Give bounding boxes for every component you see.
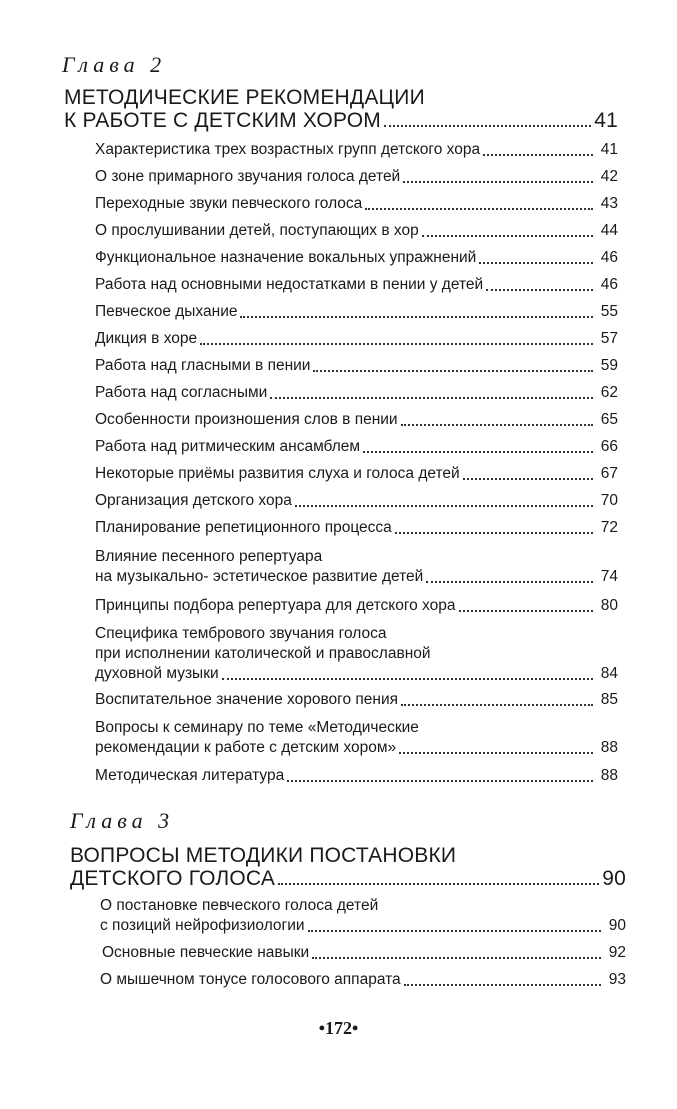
- toc-entry-text: Основные певческие навыки: [102, 944, 310, 961]
- toc-entry-text: Особенности произношения слов в пении: [95, 411, 398, 428]
- toc-entry-page: 72: [600, 519, 618, 536]
- toc-entry-text-line2: с позиций нейрофизиологии: [100, 917, 305, 934]
- chapter-3-title-page: 90: [602, 867, 626, 890]
- toc-entry-text: Принципы подбора репертуара для детского хора: [95, 597, 456, 614]
- toc-entry-text-line1: Вопросы к семинару по теме «Методические: [95, 719, 419, 736]
- leader-dots: [287, 780, 593, 782]
- chapter-2-title-line2-text: К РАБОТЕ С ДЕТСКИМ ХОРОМ: [64, 109, 381, 132]
- toc-entry[interactable]: [95, 437, 618, 457]
- leader-dots: [313, 370, 593, 372]
- leader-dots: [240, 316, 593, 318]
- leader-dots: [403, 181, 593, 183]
- toc-entry-page: 67: [600, 465, 618, 482]
- toc-entry-page: 46: [600, 249, 618, 266]
- leader-dots: [463, 478, 593, 480]
- toc-entry-page: 74: [600, 568, 618, 585]
- toc-entry-last-line: [100, 916, 626, 936]
- page-number: •172•: [318, 1018, 359, 1038]
- toc-entry-page: 62: [600, 384, 618, 401]
- leader-dots: [365, 208, 593, 210]
- toc-entry-text: Работа над основными недостатками в пении у детей: [95, 276, 484, 293]
- toc-entry-page: 85: [600, 691, 618, 708]
- toc-entry-text: О зоне примарного звучания голоса детей: [95, 168, 401, 185]
- toc-entry-page: 46: [600, 276, 618, 293]
- toc-entry-page: 59: [600, 357, 618, 374]
- toc-entry[interactable]: [95, 383, 618, 403]
- chapter-2-title-line1: МЕТОДИЧЕСКИЕ РЕКОМЕНДАЦИИ: [64, 86, 425, 109]
- toc-entry-text-line2: рекомендации к работе с детским хором»: [95, 739, 397, 756]
- toc-entry-text: О мышечном тонусе голосового аппарата: [100, 971, 401, 988]
- toc-entry[interactable]: [95, 275, 618, 295]
- leader-dots: [426, 581, 593, 583]
- chapter-2-title: [64, 86, 618, 132]
- toc-entry-text: Характеристика трех возрастных групп детского хора: [95, 141, 481, 158]
- toc-entry-text: Работа над ритмическим ансамблем: [95, 438, 361, 455]
- toc-entry-page: 65: [600, 411, 618, 428]
- toc-entry-text-line1: О постановке певческого голоса детей: [100, 897, 379, 914]
- toc-entry-multiline[interactable]: [95, 718, 618, 758]
- toc-entry-text: Организация детского хора: [95, 492, 292, 509]
- toc-entry-text: Переходные звуки певческого голоса: [95, 195, 363, 212]
- toc-entry-text-line3: духовной музыки: [95, 665, 219, 682]
- toc-entry-text: Работа над гласными в пении: [95, 357, 311, 374]
- toc-entry-page: 84: [600, 665, 618, 682]
- toc-entry[interactable]: [100, 970, 626, 990]
- chapter-2-title-page: 41: [594, 109, 618, 132]
- leader-dots: [312, 957, 601, 959]
- toc-entry-page: 90: [608, 917, 626, 934]
- leader-dots: [295, 505, 593, 507]
- toc-entry-page: 55: [600, 303, 618, 320]
- toc-entry-page: 88: [600, 767, 618, 784]
- toc-entry-text: Планирование репетиционного процесса: [95, 519, 392, 536]
- toc-entry-multiline[interactable]: [95, 547, 618, 587]
- toc-entry[interactable]: [95, 302, 618, 322]
- toc-entry-text-line2: при исполнении католической и православной: [95, 645, 431, 662]
- leader-dots: [404, 984, 601, 986]
- toc-entry[interactable]: [102, 943, 626, 963]
- toc-entry-page: 57: [600, 330, 618, 347]
- toc-entry[interactable]: [95, 248, 618, 268]
- chapter-2-label: Глава 2: [62, 52, 167, 77]
- toc-entry[interactable]: [95, 596, 618, 616]
- toc-entry-text-line2: на музыкально- эстетическое развитие детей: [95, 568, 424, 585]
- leader-dots: [270, 397, 593, 399]
- leader-dots: [459, 610, 593, 612]
- toc-entry-page: 43: [600, 195, 618, 212]
- toc-entry-text: О прослушивании детей, поступающих в хор: [95, 222, 419, 239]
- toc-entry-page: 44: [600, 222, 618, 239]
- toc-entry-last-line: [95, 567, 618, 587]
- toc-entry[interactable]: [95, 410, 618, 430]
- chapter-2-title-line2: [64, 109, 618, 132]
- toc-entry-page: 70: [600, 492, 618, 509]
- toc-entry-text: Воспитательное значение хорового пения: [95, 691, 398, 708]
- toc-entry[interactable]: [95, 356, 618, 376]
- toc-entry-text: Методическая литература: [95, 767, 285, 784]
- toc-entry-page: 92: [608, 944, 626, 961]
- toc-entry[interactable]: [95, 221, 618, 241]
- toc-entry[interactable]: [95, 167, 618, 187]
- toc-entry-text: Дикция в хоре: [95, 330, 198, 347]
- toc-entry-page: 88: [600, 739, 618, 756]
- toc-entry[interactable]: [95, 766, 618, 786]
- toc-entry-text: Певческое дыхание: [95, 303, 238, 320]
- leader-dots: [401, 704, 593, 706]
- toc-entry[interactable]: [95, 329, 618, 349]
- toc-entry[interactable]: [95, 140, 618, 160]
- chapter-3-title-line1: ВОПРОСЫ МЕТОДИКИ ПОСТАНОВКИ: [70, 844, 457, 867]
- toc-entry-page: 93: [608, 971, 626, 988]
- toc-entry-text-line1: Специфика тембрового звучания голоса: [95, 625, 387, 642]
- toc-entry[interactable]: [95, 518, 618, 538]
- leader-dots: [395, 532, 593, 534]
- toc-entry-page: 42: [600, 168, 618, 185]
- leader-dots: [401, 424, 593, 426]
- leader-dots: [399, 752, 593, 754]
- leader-dots: [363, 451, 593, 453]
- toc-entry-text: Работа над согласными: [95, 384, 268, 401]
- chapter-3-title-line2: [70, 867, 626, 890]
- leader-dots: [278, 883, 599, 885]
- toc-entry-multiline[interactable]: [95, 624, 618, 684]
- toc-entry[interactable]: [95, 194, 618, 214]
- toc-entry-text-line1: Влияние песенного репертуара: [95, 548, 323, 565]
- chapter-3-title-line2-text: ДЕТСКОГО ГОЛОСА: [70, 867, 276, 890]
- toc-entry[interactable]: [95, 464, 618, 484]
- toc-entry[interactable]: [95, 690, 618, 710]
- leader-dots: [479, 262, 593, 264]
- toc-entry-text: Функциональное назначение вокальных упражнений: [95, 249, 477, 266]
- leader-dots: [222, 678, 593, 680]
- chapter-3-title: [70, 844, 626, 890]
- toc-entry-last-line: [95, 738, 618, 758]
- leader-dots: [483, 154, 593, 156]
- toc-entry-page: 41: [600, 141, 618, 158]
- toc-entry[interactable]: [95, 491, 618, 511]
- leader-dots: [384, 125, 591, 127]
- leader-dots: [308, 930, 601, 932]
- leader-dots: [486, 289, 593, 291]
- toc-entry-last-line: [95, 664, 618, 684]
- toc-entry-multiline[interactable]: [100, 896, 626, 936]
- toc-entry-text: Некоторые приёмы развития слуха и голоса детей: [95, 465, 460, 482]
- leader-dots: [200, 343, 593, 345]
- toc-entry-page: 80: [600, 597, 618, 614]
- chapter-3-label: Глава 3: [70, 808, 175, 833]
- leader-dots: [422, 235, 593, 237]
- toc-entry-page: 66: [600, 438, 618, 455]
